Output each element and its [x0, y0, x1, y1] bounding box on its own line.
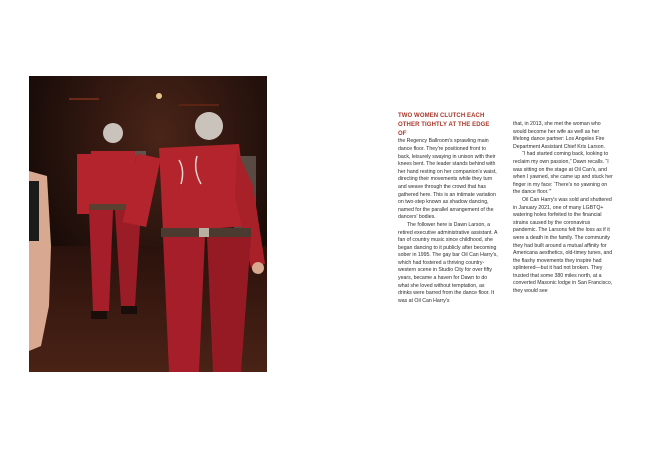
paragraph: the Regency Ballroom's sprawling main dance floor. They're positioned front to back, leisurely swaying in unison with their knees bent. The leader stands behind with her hand resting on her companion's waist, directing their movements while they turn and weave through the crowd that has gathered here. This is an intimate variation on two-step known as shadow dancing, named for the parallel arrangement of the dancers' bodies.	[398, 138, 497, 221]
paragraph: The follower here is Dawn Larson, a retired executive administrative assistant. A fan of country music since childhood, she began dancing to it publicly after becoming sober in 1995. The gay bar Oil Can Harry's, which had fostered a thriving country-western scene in Studio City for over fifty years, became a haven for Dawn to do what she loved without temptation, as drinks were barred from the dance floor. It was at Oil Can Harry's	[398, 221, 498, 304]
dancers-illustration	[29, 76, 267, 372]
text-column-2	[513, 121, 614, 296]
paragraph: “I had started coming back, looking to reclaim my own passion,” Dawn recalls. “I was sitting on the stage at Oil Can's, and when I yawned, she came up and stuck her finger in my face: ‘There's no yawning on the dance floor.’”	[513, 151, 613, 196]
paragraph: Oil Can Harry's was sold and shuttered in January 2021, one of many LGBTQ+ watering holes forfeited to the financial strains caused by the coronavirus pandemic. The Larsons felt the loss as if it were a death in the family. The community they had built around a mutual affinity for Americana aesthetics, old-timey tunes, and the flashy movements they inspire had splintered—but it had not broken. They trusted that some 380 miles north, at a converted Masonic lodge in San Francisco, they would see	[513, 196, 613, 295]
text-column-1	[398, 112, 499, 305]
paragraph: that, in 2013, she met the woman who would become her wife as well as her lifelong dance partner: Los Angeles Fire Department Assistant Chief Kris Larson.	[513, 121, 605, 150]
article-lead: TWO WOMEN CLUTCH EACH OTHER TIGHTLY AT THE EDGE OF	[398, 113, 490, 137]
dancers-photo	[29, 76, 267, 372]
